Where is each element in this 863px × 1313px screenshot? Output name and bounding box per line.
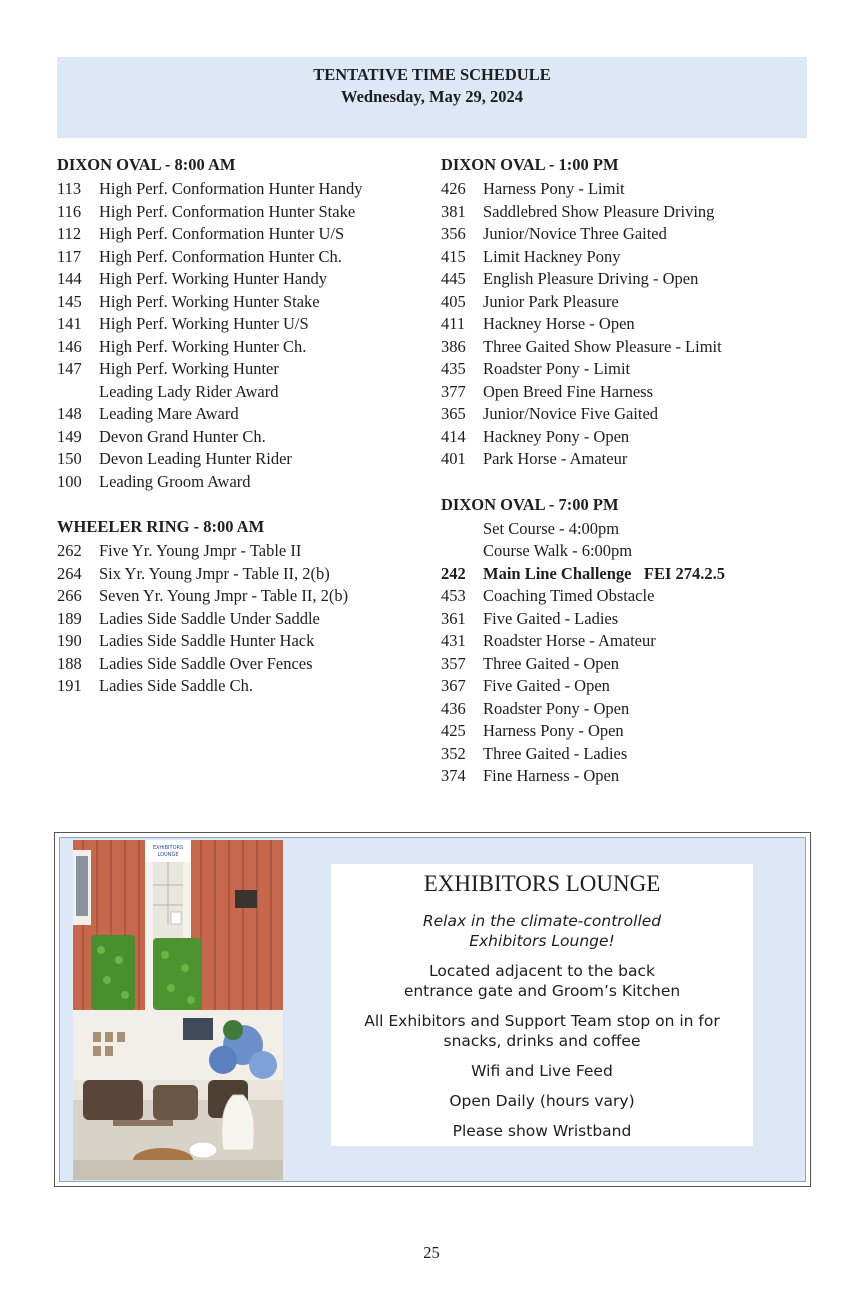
- lounge-invite-line-1: All Exhibitors and Support Team stop on in for: [364, 1012, 720, 1030]
- lounge-title: EXHIBITORS LOUNGE: [423, 871, 661, 896]
- lounge-tagline-line-2: Exhibitors Lounge!: [469, 932, 615, 950]
- schedule-row: [441, 675, 821, 698]
- schedule-row: [57, 381, 427, 404]
- class-number: 435: [441, 359, 466, 378]
- schedule-row: [441, 223, 821, 246]
- schedule-row: [441, 426, 821, 449]
- schedule-row: [57, 291, 427, 314]
- svg-text:EXHIBITORS: EXHIBITORS: [152, 845, 184, 851]
- class-name: High Perf. Working Hunter Ch.: [99, 336, 307, 356]
- schedule-row: [57, 675, 427, 698]
- class-number: 242: [441, 563, 466, 583]
- schedule-row: [441, 608, 821, 631]
- class-name: Three Gaited Show Pleasure - Limit: [483, 336, 722, 356]
- class-number: 426: [441, 179, 466, 198]
- schedule-row: [441, 201, 821, 224]
- class-number: 453: [441, 586, 466, 605]
- class-name: Roadster Pony - Open: [483, 698, 630, 718]
- schedule-row: [57, 448, 427, 471]
- class-number: 415: [441, 246, 466, 266]
- schedule-row: [57, 585, 427, 608]
- right-column: [441, 152, 821, 788]
- schedule-row: [57, 336, 427, 359]
- class-name: Hackney Pony - Open: [483, 426, 630, 446]
- class-name: Open Breed Fine Harness: [483, 381, 653, 401]
- schedule-row: [441, 268, 821, 291]
- class-name: Three Gaited - Ladies: [483, 743, 628, 763]
- schedule-row: [441, 358, 821, 381]
- section-title-dixon-1pm: DIXON OVAL - 1:00 PM: [441, 155, 619, 174]
- schedule-row: [57, 540, 427, 563]
- class-name: Seven Yr. Young Jmpr - Table II, 2(b): [99, 586, 349, 605]
- class-name: Fine Harness - Open: [483, 766, 620, 785]
- section-title-wheeler-8am: WHEELER RING - 8:00 AM: [57, 517, 265, 536]
- class-number: 116: [57, 201, 82, 221]
- class-name: High Perf. Conformation Hunter Handy: [99, 179, 363, 198]
- class-name: High Perf. Working Hunter Stake: [99, 291, 320, 311]
- class-number: [57, 381, 99, 404]
- lounge-location-line-1: Located adjacent to the back: [429, 962, 655, 980]
- class-name: Saddlebred Show Pleasure Driving: [483, 201, 715, 221]
- lounge-location-line-2: entrance gate and Groom’s Kitchen: [403, 982, 681, 1000]
- class-name: Ladies Side Saddle Hunter Hack: [99, 631, 315, 650]
- note-course-walk: Course Walk - 6:00pm: [483, 541, 633, 560]
- class-number: 144: [57, 269, 82, 288]
- class-name: Roadster Horse - Amateur: [483, 631, 656, 650]
- lounge-tagline: [331, 911, 753, 951]
- section-title-dixon-8am: DIXON OVAL - 8:00 AM: [57, 155, 236, 174]
- class-name: Roadster Pony - Limit: [483, 359, 631, 378]
- schedule-row: [441, 698, 821, 721]
- class-name: Five Gaited - Ladies: [483, 608, 619, 628]
- class-number: 381: [441, 201, 466, 221]
- section-title-dixon-7pm: DIXON OVAL - 7:00 PM: [441, 494, 619, 514]
- class-number: 431: [441, 631, 466, 650]
- class-name: Hackney Horse - Open: [483, 314, 635, 333]
- schedule-row: [57, 471, 427, 494]
- lounge-wifi: Wifi and Live Feed: [471, 1062, 613, 1080]
- class-number: 356: [441, 224, 466, 243]
- class-name: High Perf. Working Hunter: [99, 359, 279, 378]
- class-number: 189: [57, 608, 82, 628]
- class-name: Five Gaited - Open: [483, 676, 610, 695]
- dixon-8am-list: [57, 178, 427, 493]
- class-number: 414: [441, 426, 466, 446]
- schedule-row: [57, 403, 427, 426]
- exhibitors-lounge-box: [54, 832, 811, 1187]
- class-name: English Pleasure Driving - Open: [483, 269, 699, 288]
- schedule-row: [57, 246, 427, 269]
- class-number: 191: [57, 676, 82, 695]
- class-number: 145: [57, 291, 82, 311]
- class-number: 112: [57, 224, 82, 243]
- featured-class-row: [441, 563, 821, 586]
- svg-text:LOUNGE: LOUNGE: [157, 852, 179, 858]
- class-number: 266: [57, 586, 82, 605]
- schedule-row: [57, 268, 427, 291]
- schedule-row: [441, 585, 821, 608]
- schedule-date: Wednesday, May 29, 2024: [341, 87, 523, 106]
- schedule-row: [57, 223, 427, 246]
- schedule-row: [57, 358, 427, 381]
- class-name: Harness Pony - Limit: [483, 179, 625, 198]
- class-name: Leading Lady Rider Award: [99, 381, 279, 401]
- wheeler-8am-list: [57, 540, 427, 698]
- class-name: High Perf. Conformation Hunter U/S: [99, 224, 345, 243]
- lounge-inner-panel: [59, 837, 806, 1182]
- lounge-exterior-photo: [73, 840, 283, 1010]
- class-number: 146: [57, 336, 82, 356]
- class-number: 190: [57, 631, 82, 650]
- class-name: Ladies Side Saddle Under Saddle: [99, 608, 320, 628]
- class-name: Devon Leading Hunter Rider: [99, 449, 292, 468]
- class-number: 113: [57, 179, 82, 198]
- class-number: 352: [441, 743, 466, 763]
- class-name: Junior/Novice Three Gaited: [483, 224, 667, 243]
- left-column: [57, 152, 427, 698]
- class-number: 264: [57, 563, 82, 583]
- class-number: 374: [441, 766, 466, 785]
- class-number: 188: [57, 653, 82, 673]
- schedule-row: [57, 563, 427, 586]
- lounge-location: [331, 961, 753, 1001]
- dixon-1pm-list: [441, 178, 821, 471]
- class-number: 141: [57, 314, 82, 333]
- class-name: Harness Pony - Open: [483, 721, 624, 740]
- class-number: 401: [441, 449, 466, 468]
- class-number: 147: [57, 359, 82, 378]
- class-name: Five Yr. Young Jmpr - Table II: [99, 541, 302, 560]
- lounge-hours: Open Daily (hours vary): [449, 1092, 635, 1110]
- schedule-row: [57, 313, 427, 336]
- schedule-row: [441, 448, 821, 471]
- class-number: 436: [441, 698, 466, 718]
- class-name: Three Gaited - Open: [483, 653, 620, 673]
- lounge-invite-line-2: snacks, drinks and coffee: [443, 1032, 641, 1050]
- class-number: 117: [57, 246, 82, 266]
- schedule-row: [441, 313, 821, 336]
- class-number: 150: [57, 449, 82, 468]
- class-name: Park Horse - Amateur: [483, 449, 628, 468]
- class-number: 100: [57, 471, 82, 491]
- schedule-row: [441, 336, 821, 359]
- class-number: 148: [57, 404, 82, 423]
- schedule-row: [441, 246, 821, 269]
- schedule-row: [441, 291, 821, 314]
- class-name: Leading Groom Award: [99, 471, 251, 491]
- schedule-row: [57, 608, 427, 631]
- schedule-row: [57, 630, 427, 653]
- schedule-row: [57, 426, 427, 449]
- class-number: 445: [441, 269, 466, 288]
- note-set-course: Set Course - 4:00pm: [483, 518, 620, 538]
- lounge-info-card: [331, 864, 753, 1146]
- lounge-invite: [331, 1011, 753, 1051]
- schedule-row: [57, 178, 427, 201]
- class-name: Main Line Challenge FEI 274.2.5: [483, 563, 726, 583]
- class-number: 425: [441, 721, 466, 740]
- class-name: Junior/Novice Five Gaited: [483, 404, 659, 423]
- class-number: 386: [441, 336, 466, 356]
- lounge-tagline-line-1: Relax in the climate-controlled: [422, 912, 662, 930]
- schedule-row: [57, 653, 427, 676]
- class-number: 361: [441, 608, 466, 628]
- class-name: Ladies Side Saddle Over Fences: [99, 653, 313, 673]
- class-name: Devon Grand Hunter Ch.: [99, 426, 266, 446]
- class-number: 365: [441, 404, 466, 423]
- schedule-row: [441, 403, 821, 426]
- page-number: 25: [423, 1243, 440, 1262]
- schedule-title: TENTATIVE TIME SCHEDULE: [313, 65, 551, 84]
- lounge-wristband: Please show Wristband: [452, 1122, 632, 1140]
- class-name: Ladies Side Saddle Ch.: [99, 676, 253, 695]
- schedule-row: [57, 201, 427, 224]
- schedule-row: [441, 765, 821, 788]
- class-name: High Perf. Working Hunter Handy: [99, 269, 327, 288]
- class-name: Coaching Timed Obstacle: [483, 586, 655, 605]
- schedule-row: [441, 720, 821, 743]
- class-number: 262: [57, 541, 82, 560]
- class-number: 367: [441, 676, 466, 695]
- class-name: Limit Hackney Pony: [483, 246, 621, 266]
- class-number: 377: [441, 381, 466, 401]
- class-name: Leading Mare Award: [99, 404, 239, 423]
- schedule-header: [57, 57, 807, 138]
- schedule-row: [441, 178, 821, 201]
- class-number: 405: [441, 291, 466, 311]
- class-name: High Perf. Conformation Hunter Stake: [99, 201, 356, 221]
- schedule-row: [441, 743, 821, 766]
- class-name: Junior Park Pleasure: [483, 291, 619, 311]
- schedule-row: [441, 630, 821, 653]
- class-number: 411: [441, 314, 466, 333]
- class-number: 357: [441, 653, 466, 673]
- schedule-row: [441, 381, 821, 404]
- class-number: 149: [57, 426, 82, 446]
- class-name: High Perf. Working Hunter U/S: [99, 314, 309, 333]
- dixon-7pm-list: [441, 585, 821, 788]
- class-name: High Perf. Conformation Hunter Ch.: [99, 246, 342, 266]
- lounge-interior-photo: [73, 1010, 283, 1180]
- class-name: Six Yr. Young Jmpr - Table II, 2(b): [99, 563, 330, 583]
- schedule-row: [441, 653, 821, 676]
